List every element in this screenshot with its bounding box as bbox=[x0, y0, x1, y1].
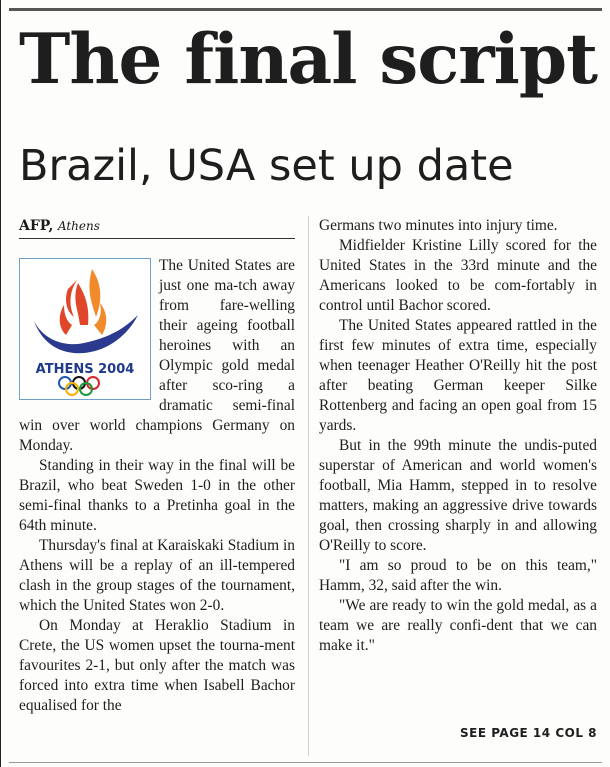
byline bbox=[19, 216, 295, 239]
top-rule bbox=[9, 8, 602, 11]
paragraph-9: "I am so proud to be on this team," Hamm, 32, said after the win. bbox=[319, 557, 597, 594]
athens-2004-logo bbox=[19, 258, 151, 400]
continuation-reference: SEE PAGE 14 COL 8 bbox=[460, 726, 597, 740]
paragraph-3: Thursday's final at Karaiskaki Stadium in Athens will be a replay of an ill-tempered clash in the group stages of the tournament, which the United States won 2-0. bbox=[19, 537, 295, 614]
paragraph-4: On Monday at Heraklio Stadium in Crete, the US women upset the tourna-ment favourites 2-1, but only after the match was forced into extra time when Isabell Bachor equalised for the bbox=[19, 617, 295, 714]
paragraph-6: Midfielder Kristine Lilly scored for the United States in the 33rd minute and the Americans looked to be com-fortably in control until Bachor scored. bbox=[319, 237, 597, 314]
paragraph-5: Germans two minutes into injury time. bbox=[319, 217, 558, 234]
article-column-2 bbox=[319, 216, 597, 686]
paragraph-2: Standing in their way in the final will be Brazil, who beat Sweden 1-0 in the other semi-final thanks to a Pretinha goal in the 64th minute. bbox=[19, 457, 295, 534]
paragraph-8: But in the 99th minute the undis-puted superstar of American and world women's football, Mia Hamm, stepped in to resolve matters, making an aggressive drive towards goal, then crossing sharply in and allowing O'Reilly to score. bbox=[319, 437, 597, 554]
paragraph-7: The United States appeared rattled in the first few minutes of extra time, especially when teenager Heather O'Reilly hit the post after beating German keeper Silke Rottenberg and facing an open goal from 15 yards. bbox=[319, 317, 597, 434]
article-column-1 bbox=[19, 256, 295, 761]
paragraph-10: "We are ready to win the gold medal, as a team we are really confi-dent that we can make it." bbox=[319, 597, 597, 654]
subheadline: Brazil, USA set up date bbox=[19, 141, 514, 191]
headline: The final script bbox=[19, 19, 597, 100]
logo-text: ATHENS 2004 bbox=[35, 362, 135, 377]
column-divider bbox=[308, 216, 309, 756]
olympic-logo-graphic bbox=[20, 259, 150, 399]
byline-agency: AFP, bbox=[19, 218, 54, 234]
bottom-rule bbox=[9, 762, 602, 763]
byline-place: Athens bbox=[57, 219, 100, 233]
paragraph-1: The United States are just one ma-tch away from fare-welling their ageing football heroines with an Olympic gold medal after sco-ring a dramatic semi-final win over world champions Germany on Monday. bbox=[19, 257, 295, 454]
